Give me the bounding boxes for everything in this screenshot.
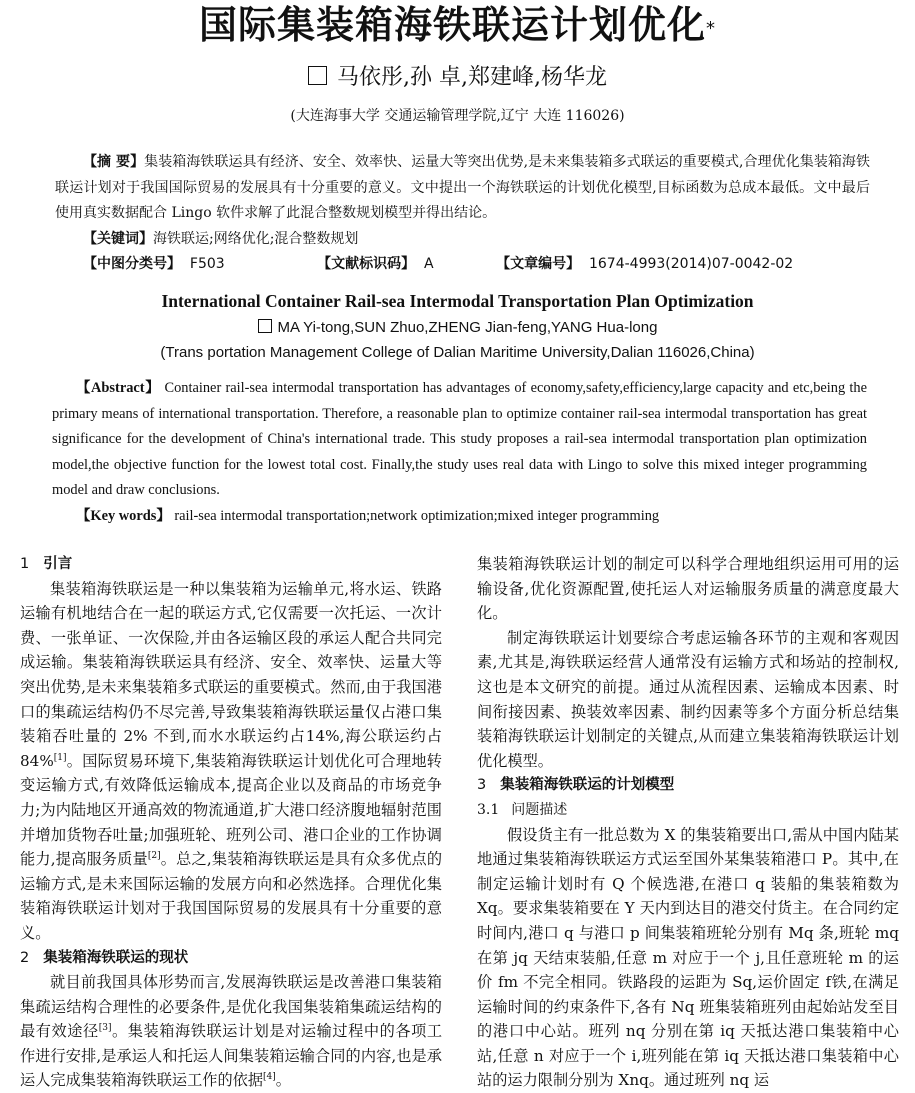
box-icon (308, 66, 327, 85)
english-keywords-text: rail-sea intermodal transportation;network optimization;mixed integer programming (174, 507, 660, 524)
section-2-paragraph-3: 制定海铁联运计划要综合考虑运输各环节的主观和客观因素,尤其是,海铁联运经营人通常没有运输方式和场站的控制权,这也是本文研究的前提。通过从流程因素、运输成本因素、时间衔接因素、换装效率因素、制约因素等多个方面分析总结集装箱海铁联运计划制定的关键点,从而建立集装箱海铁联运计划优化模型。 (477, 628, 899, 770)
doc-code-value: A (424, 256, 434, 272)
class-number-value: F503 (189, 256, 225, 272)
title-footnote-mark: * (706, 18, 716, 39)
chinese-abstract (55, 150, 870, 227)
english-title: International Container Rail-sea Intermodal Transportation Plan Optimization (161, 291, 754, 311)
class-number-label: 【中图分类号】 (83, 256, 181, 272)
authors-line (0, 62, 915, 94)
box-icon (258, 319, 272, 333)
section-heading-2: 2 集装箱海铁联运的现状 (20, 949, 189, 966)
english-abstract (52, 376, 867, 504)
abstract-text: 集装箱海铁联运具有经济、安全、效率快、运量大等突出优势,是未来集装箱多式联运的重要模式,合理优化集装箱海铁联运计划对于我国国际贸易的发展具有十分重要的意义。文中提出一个海铁联运的计划优化模型,目标函数为总成本最低。文中最后使用真实数据配合 Lingo 软件求解了此混合整数规划模型并得出结论。 (55, 154, 870, 221)
article-number-label: 【文章编号】 (496, 256, 581, 272)
english-keywords (52, 504, 867, 530)
citation-1[interactable]: [1] (53, 752, 67, 763)
section-heading-3: 3 集装箱海铁联运的计划模型 (477, 777, 675, 794)
english-authors: MA Yi-tong,SUN Zhuo,ZHENG Jian-feng,YANG Hua-long (277, 319, 658, 336)
article-number-value: 1674-4993(2014)07-0042-02 (588, 256, 794, 272)
section-heading-1: 1 引言 (20, 556, 73, 572)
section-3-paragraph-1: 假设货主有一批总数为 X 的集装箱要出口,需从中国内陆某地通过集装箱海铁联运方式运至国外某集装箱港口 P。其中,在制定运输计划时有 Q 个候选港,在港口 q 装船的集装箱数为 Xq。要求集装箱要在 Y 天内到达目的港交付货主。在合同约定时间内,港口 q 与港口 p 间集装箱班轮分别有 Mq 条,班轮 mq 在第 jq 天结束装船,任意 m 对应于一个 j,且任意班轮 m 的运价 fm 不完全相同。铁路段的运距为 Sq,运价固定 f铁,在满足运输时间的约束条件下,各有 Nq 班集装箱班列由起始站发至目的港口中心站。班列 nq 分别在第 iq 天抵达港口集装箱中心站,任意 n 对应于一个 i,班列能在第 iq 天抵达港口集装箱中心站的运力限制分别为 Xnq。通过班列 nq 运 (477, 825, 899, 1090)
left-column (20, 552, 442, 1093)
chinese-keywords (55, 227, 870, 253)
english-abstract-label: 【Abstract】 (76, 380, 161, 396)
english-abstract-text: Container rail-sea intermodal transportation has advantages of economy,safety,efficiency,large capacity and etc,being the primary means of international transportation. Therefore, a reasonable plan to optimize container rail-sea intermodal transportation has great significance for the development of China's international trade. This study proposes a rail-sea intermodal transportation plan optimization model,the objective function for the lowest total cost. Finally,the study uses real data with Lingo to solve this mixed integer programming model and draw conclusions. (52, 380, 867, 499)
citation-4[interactable]: [4] (263, 1072, 276, 1083)
classification-line (55, 252, 870, 278)
paper-title: 国际集装箱海铁联运计划优化* (198, 3, 716, 47)
abstract-label: 【摘 要】 (83, 154, 145, 170)
section-2-paragraph-1: 就目前我国具体形势而言,发展海铁联运是改善港口集装箱集疏运结构合理性的必要条件,是优化我国集装箱集疏运结构的最有效途径[3]。集装箱海铁联运计划是对运输过程中的各项工作进行安排,是承运人和托运人间集装箱运输合同的内容,也是承运人完成集装箱海铁联运工作的依据[4]。 (20, 973, 443, 1090)
keywords-text: 海铁联运;网络优化;混合整数规划 (153, 230, 359, 247)
citation-3[interactable]: [3] (98, 1023, 112, 1034)
keywords-label: 【关键词】 (83, 230, 153, 247)
authors: 马依彤,孙 卓,郑建峰,杨华龙 (337, 65, 607, 90)
english-keywords-label: 【Key words】 (76, 507, 171, 524)
subsection-heading-3-1: 3.1 问题描述 (477, 801, 568, 818)
right-column (477, 552, 899, 1093)
section-1-paragraph: 集装箱海铁联运是一种以集装箱为运输单元,将水运、铁路运输有机地结合在一起的联运方式,它仅需要一次托运、一次计费、一张单证、一次保险,并由各运输区段的承运人配合共同完成运输。集装箱海铁联运具有经济、安全、效率快、运量大等突出优势,是未来集装箱多式联运的重要模式。然而,由于我国港口的集疏运结构仍不尽完善,导致集装箱海铁联运量仅占港口集装箱吞吐量的 2% 不到,而水水联运约占14%,海公联运约占 84%[1]。国际贸易环境下,集装箱海铁联运计划优化可合理地转变运输方式,有效降低运输成本,提高企业以及商品的市场竞争力;为内陆地区开通高效的物流通道,扩大港口经济腹地辐射范围并增加货物吞吐量;加强班轮、班列公司、港口企业的工作协调能力,提高服务质量[2]。总之,集装箱海铁联运是具有众多优点的运输方式,是未来国际运输的发展方向和必然选择。合理优化集装箱海铁联运计划对于我国国际贸易的发展具有十分重要的意义。 (20, 579, 443, 942)
english-affiliation: (Trans portation Management College of Dalian Maritime University,Dalian 116026,China) (160, 344, 755, 361)
citation-2[interactable]: [2] (147, 851, 161, 862)
section-2-paragraph-2: 集装箱海铁联运计划的制定可以科学合理地组织运用可用的运输设备,优化资源配置,使托运人对运输服务质量的满意度最大化。 (477, 555, 899, 623)
english-authors-line (0, 316, 915, 340)
english-abstract-block (52, 376, 867, 530)
doc-code-label: 【文献标识码】 (317, 256, 416, 272)
chinese-abstract-block (55, 150, 870, 278)
affiliation: (大连海事大学 交通运输管理学院,辽宁 大连 116026) (290, 108, 625, 124)
